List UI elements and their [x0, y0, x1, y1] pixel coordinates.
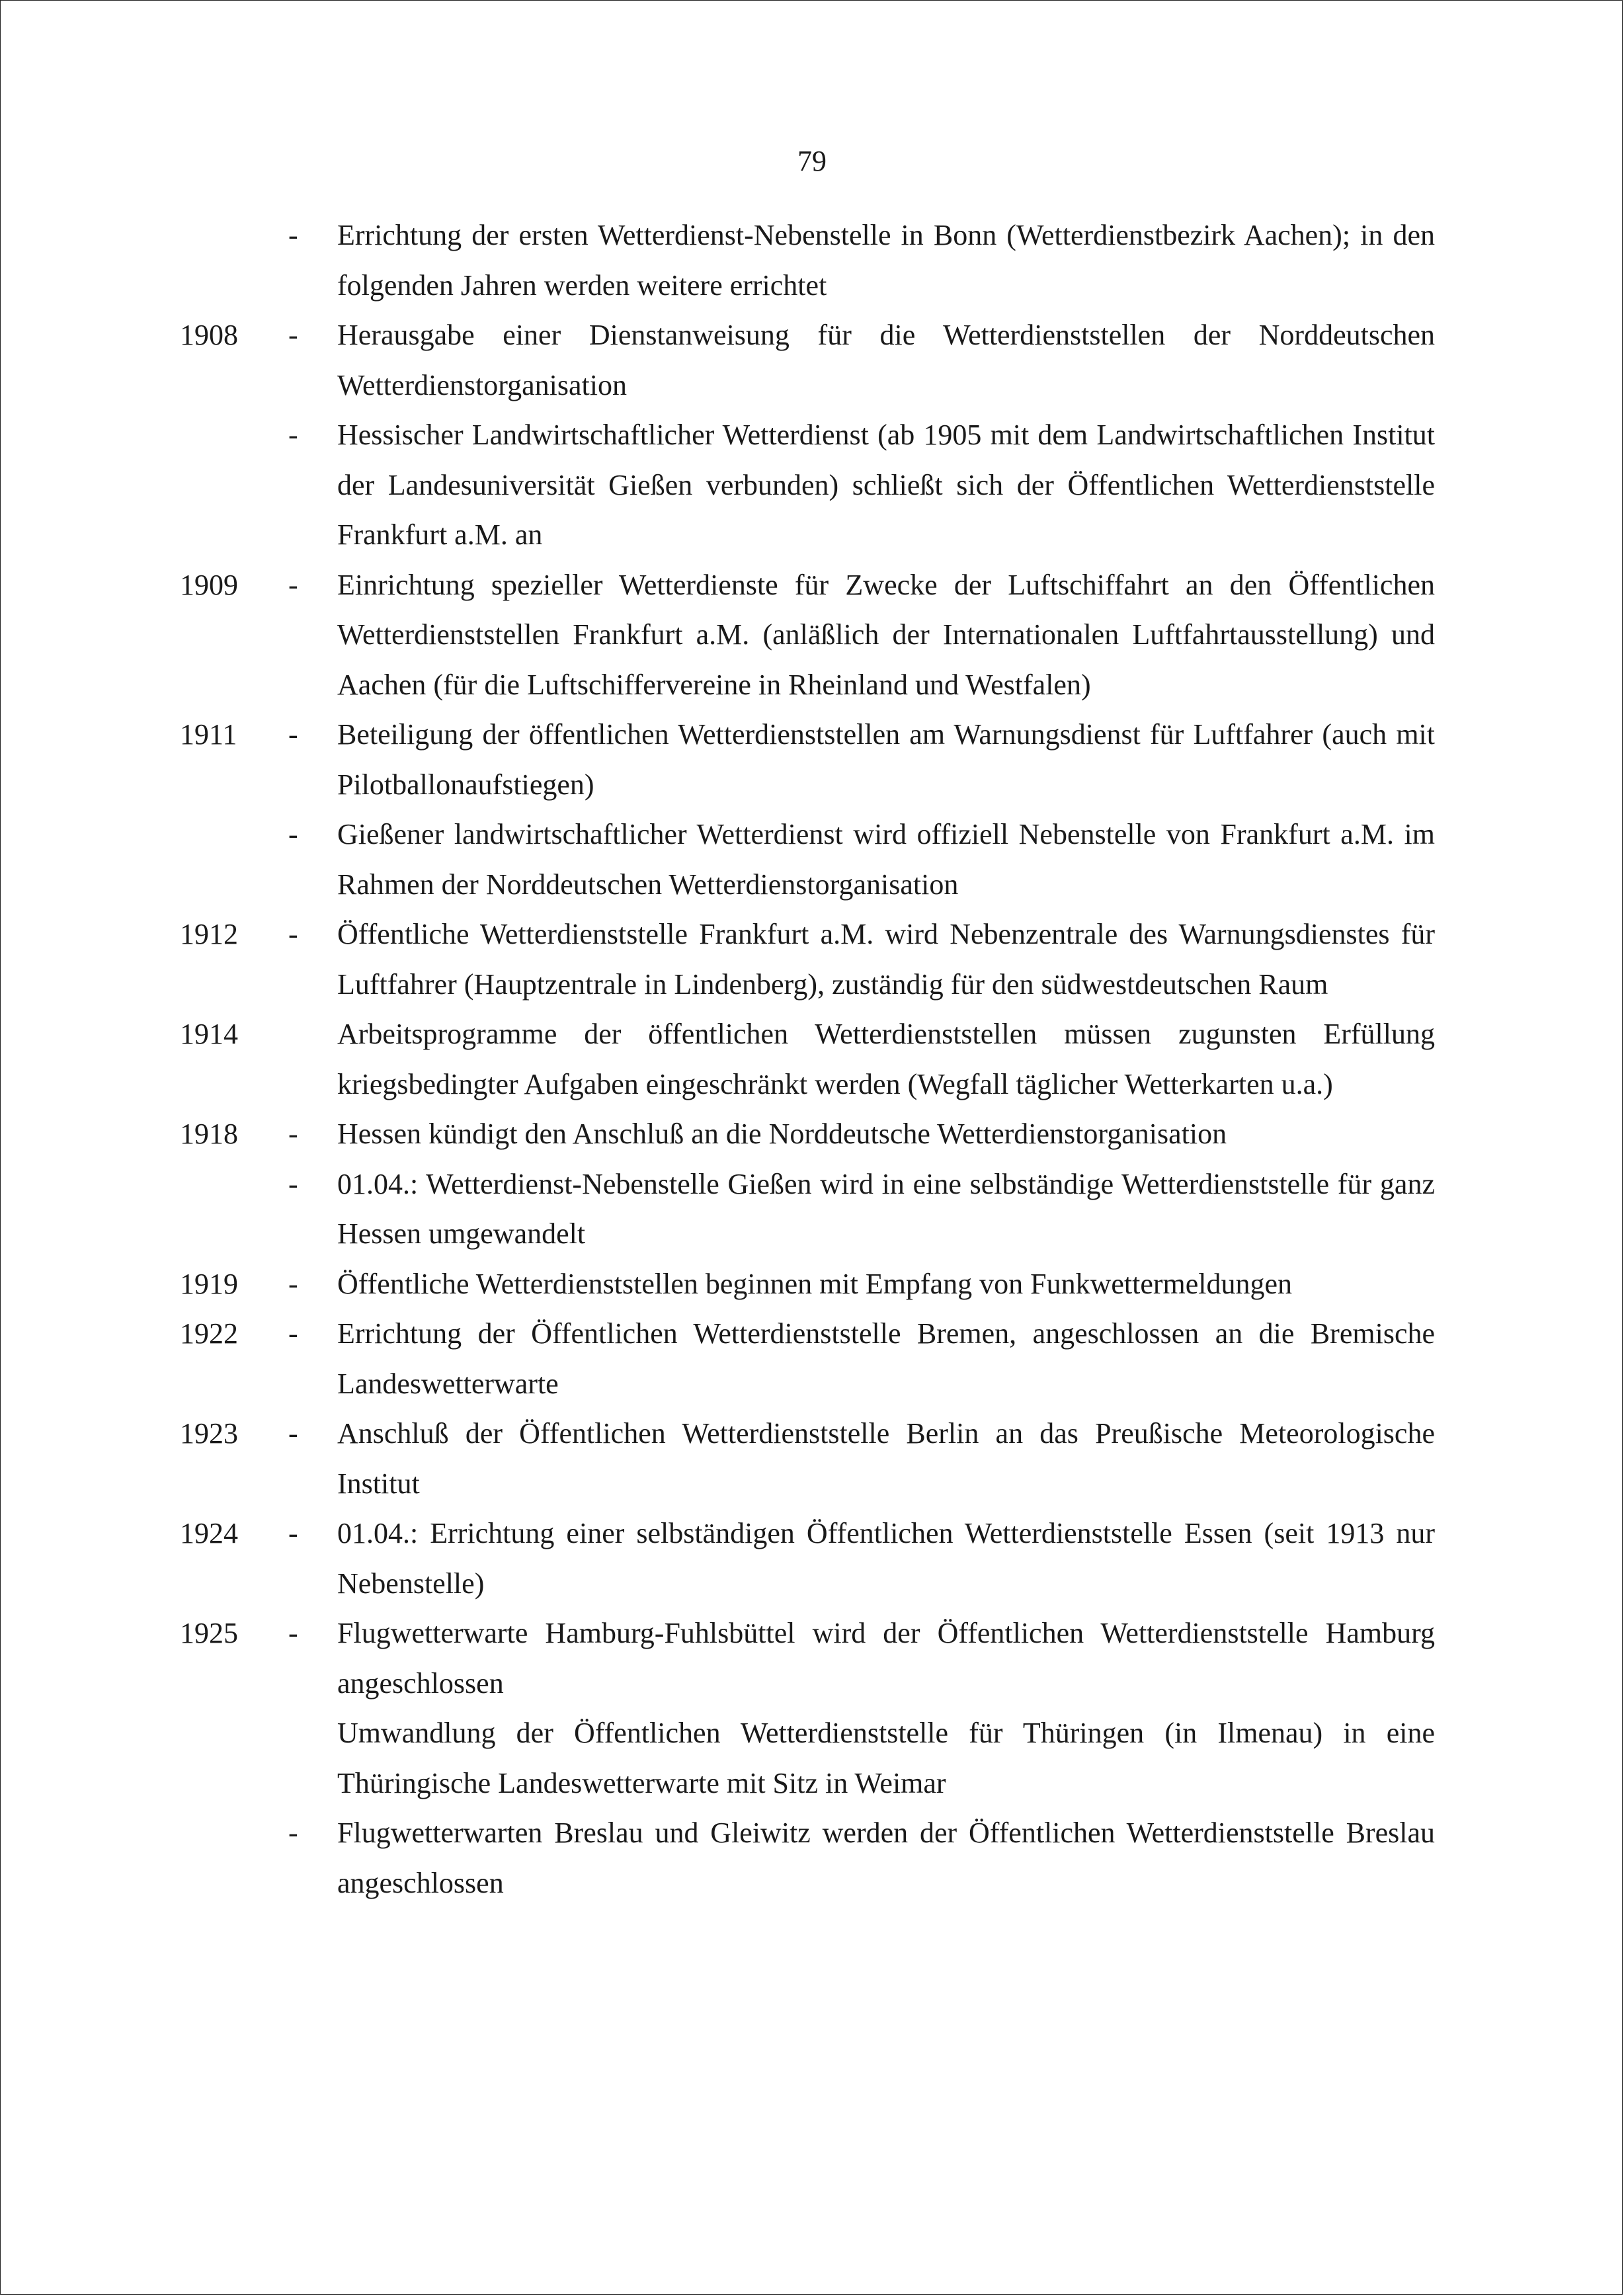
entry-text: Arbeitsprogramme der öffentlichen Wetterdienststellen müssen zugunsten Erfüllung kriegsbedingter Aufgaben eingeschränkt werden (Wegfall täglicher Wetterkarten u.a.)	[337, 1018, 1435, 1100]
chronology-entry	[0, 809, 1624, 909]
entry-dash: -	[288, 319, 298, 351]
entry-text: Hessischer Landwirtschaftlicher Wetterdienst (ab 1905 mit dem Landwirtschaftlichen Institut der Landesuniversität Gießen verbunden) schließt sich der Öffentlichen Wetterdienststelle Frankfurt a.M. an	[337, 419, 1435, 551]
entry-text: 01.04.: Wetterdienst-Nebenstelle Gießen wird in eine selbständige Wetterdienststelle für ganz Hessen umgewandelt	[337, 1167, 1435, 1250]
chronology-entry	[0, 1409, 1624, 1508]
entry-dash: -	[288, 219, 298, 251]
entry-dash: -	[288, 1317, 298, 1350]
entry-year: 1914	[180, 1018, 238, 1050]
chronology-entry	[0, 1309, 1624, 1409]
entry-dash: -	[288, 818, 298, 850]
entry-text: Herausgabe einer Dienstanweisung für die Wetterdienststellen der Norddeutschen Wetterdienstorganisation	[337, 319, 1435, 401]
entry-dash: -	[288, 1167, 298, 1200]
entry-year: 1911	[180, 718, 237, 751]
entry-text: Öffentliche Wetterdienststellen beginnen mit Empfang von Funkwettermeldungen	[337, 1267, 1293, 1300]
entry-text: Flugwetterwarte Hamburg-Fuhlsbüttel wird der Öffentlichen Wetterdienststelle Hamburg angeschlossen	[337, 1617, 1435, 1700]
chronology-entry	[0, 1009, 1624, 1109]
chronology-entry	[0, 1608, 1624, 1708]
entry-dash: -	[288, 568, 298, 601]
chronology-entry	[0, 310, 1624, 410]
chronology-entry	[0, 210, 1624, 310]
entry-text: Errichtung der Öffentlichen Wetterdienststelle Bremen, angeschlossen an die Bremische Landeswetterwarte	[337, 1317, 1435, 1400]
chronology-list	[0, 210, 1624, 1908]
entry-text: Hessen kündigt den Anschluß an die Norddeutsche Wetterdienstorganisation	[337, 1118, 1227, 1150]
entry-text: Beteiligung der öffentlichen Wetterdienststellen am Warnungsdienst für Luftfahrer (auch mit Pilotballonaufstiegen)	[337, 718, 1435, 801]
entry-text: Flugwetterwarten Breslau und Gleiwitz werden der Öffentlichen Wetterdienststelle Breslau angeschlossen	[337, 1817, 1435, 1899]
entry-dash: -	[288, 1267, 298, 1300]
entry-text: 01.04.: Errichtung einer selbständigen Öffentlichen Wetterdienststelle Essen (seit 1913 nur Nebenstelle)	[337, 1517, 1435, 1600]
entry-text: Gießener landwirtschaftlicher Wetterdienst wird offiziell Nebenstelle von Frankfurt a.M. im Rahmen der Norddeutschen Wetterdienstorganisation	[337, 818, 1435, 901]
page-number: 79	[797, 145, 827, 177]
entry-year: 1923	[180, 1417, 238, 1450]
entry-text: Öffentliche Wetterdienststelle Frankfurt a.M. wird Nebenzentrale des Warnungsdienstes für Luftfahrer (Hauptzentrale in Lindenberg), zuständig für den südwestdeutschen Raum	[337, 918, 1435, 1001]
entry-text: Umwandlung der Öffentlichen Wetterdienststelle für Thüringen (in Ilmenau) in eine Thüringische Landeswetterwarte mit Sitz in Weimar	[337, 1717, 1435, 1799]
chronology-entry	[0, 710, 1624, 809]
chronology-entry	[0, 1109, 1624, 1159]
entry-year: 1909	[180, 568, 238, 601]
entry-text: Anschluß der Öffentlichen Wetterdienststelle Berlin an das Preußische Meteorologische Institut	[337, 1417, 1435, 1500]
chronology-entry	[0, 410, 1624, 560]
entry-dash: -	[288, 918, 298, 950]
entry-year: 1912	[180, 918, 238, 950]
entry-year: 1924	[180, 1517, 238, 1549]
entry-year: 1919	[180, 1267, 238, 1300]
entry-dash: -	[288, 1617, 298, 1649]
entry-dash: -	[288, 1118, 298, 1150]
entry-year: 1908	[180, 319, 238, 351]
chronology-entry	[0, 560, 1624, 710]
chronology-entry	[0, 1159, 1624, 1259]
entry-year: 1918	[180, 1118, 238, 1150]
chronology-entry	[0, 1508, 1624, 1608]
entry-text: Errichtung der ersten Wetterdienst-Nebenstelle in Bonn (Wetterdienstbezirk Aachen); in den folgenden Jahren werden weitere errichtet	[337, 219, 1435, 302]
entry-dash: -	[288, 1517, 298, 1549]
chronology-entry	[0, 1808, 1624, 1908]
chronology-entry	[0, 1708, 1624, 1808]
entry-year: 1925	[180, 1617, 238, 1649]
entry-dash: -	[288, 1417, 298, 1450]
entry-dash: -	[288, 718, 298, 751]
entry-dash: -	[288, 419, 298, 451]
entry-year: 1922	[180, 1317, 238, 1350]
entry-text: Einrichtung spezieller Wetterdienste für Zwecke der Luftschiffahrt an den Öffentlichen Wetterdienststellen Frankfurt a.M. (anläßlich der Internationalen Luftfahrtausstellung) und Aachen (für die Luftschiffervereine in Rheinland und Westfalen)	[337, 568, 1435, 701]
chronology-entry	[0, 1259, 1624, 1309]
entry-dash: -	[288, 1817, 298, 1849]
chronology-entry	[0, 909, 1624, 1009]
